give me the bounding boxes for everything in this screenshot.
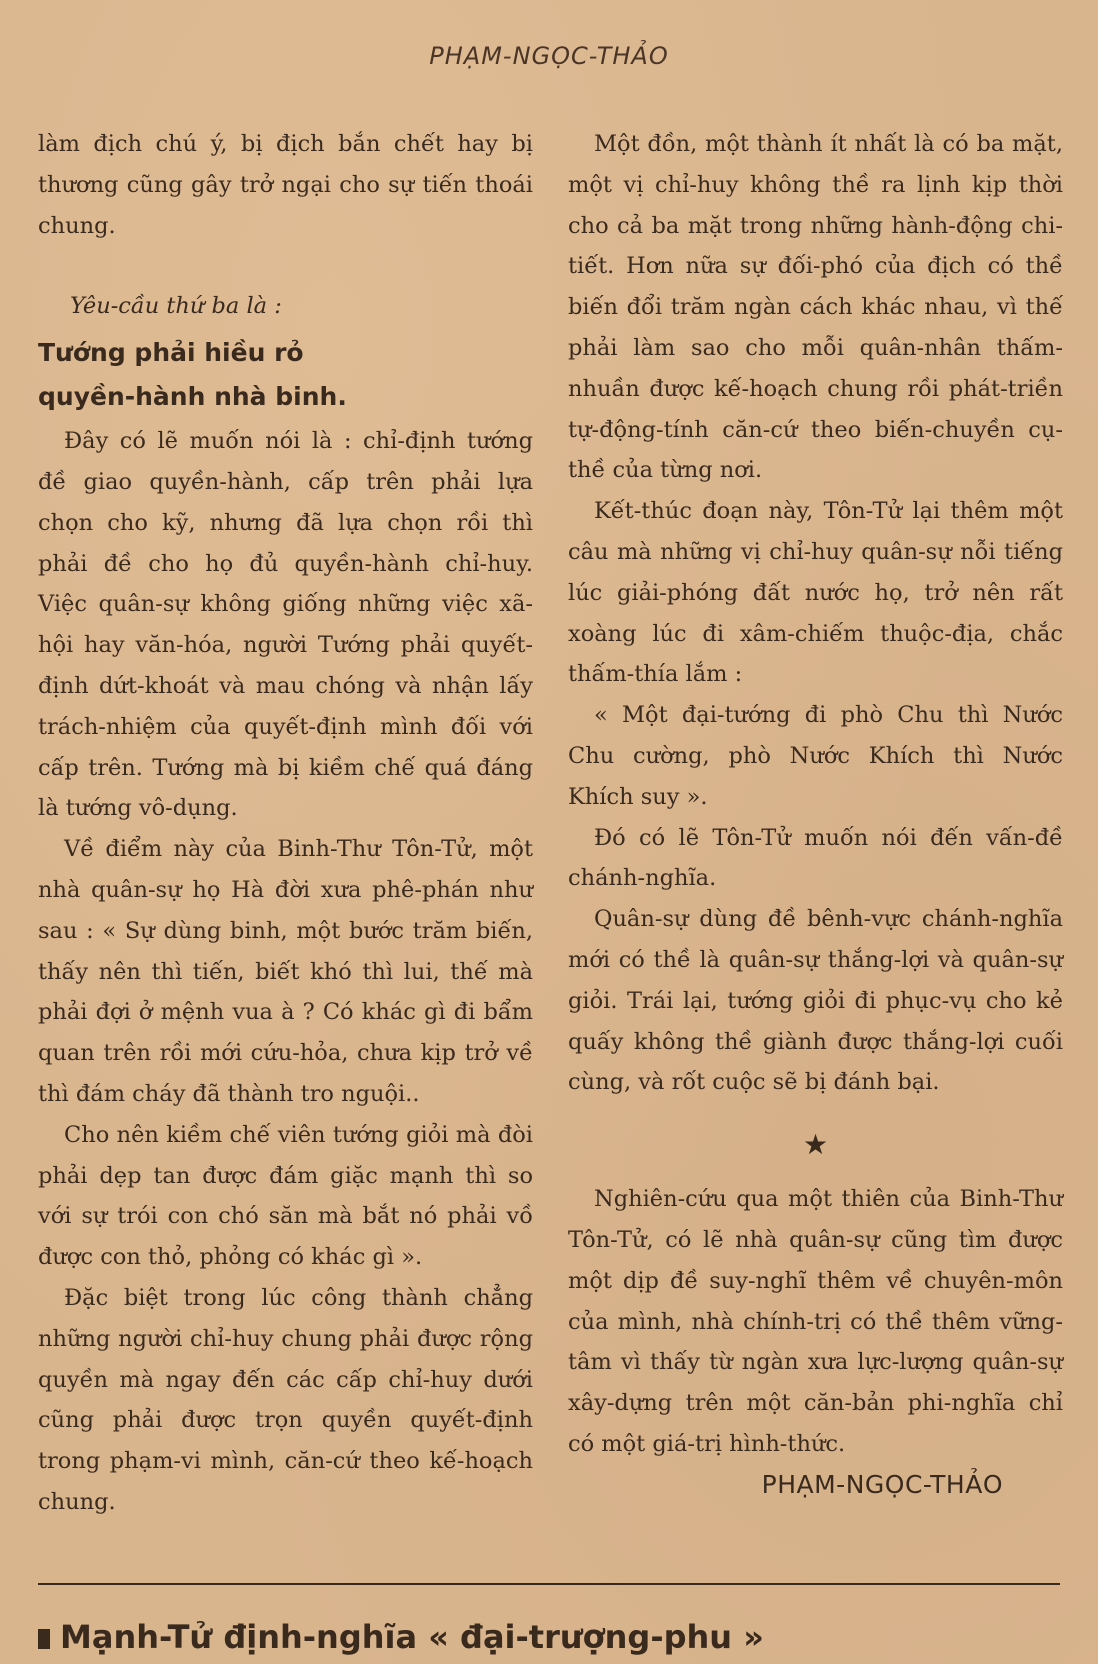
star-separator-icon: ★ (802, 1128, 829, 1162)
paragraph: Đó có lẽ Tôn-Tử muốn nói đến vấn-đề chánh-nghĩa. (568, 824, 1063, 892)
section-heading-line-1: Tướng phải hiều rỏ (38, 338, 304, 368)
paragraph: Nghiên-cứu qua một thiên của Binh-Thư Tôn-Tử, có lẽ nhà quân-sự cũng tìm được một dịp đề suy-nghĩ thêm về chuyên-môn của mình, nhà chính-trị có thề thêm vững-tâm vì thấy từ ngàn xưa lực-lượng quân-sự xây-dựng trên một căn-bản phi-nghĩa chỉ có một giá-trị hình-thức. (568, 1186, 1063, 1457)
left-column (38, 124, 533, 1523)
next-article-headline (38, 1618, 1078, 1656)
square-bullet-icon (38, 1629, 50, 1649)
quotation: « Một đại-tướng đi phò Chu thì Nước Chu cường, phò Nước Khích thì Nước Khích suy ». (568, 702, 1063, 810)
section-intro: Yêu-cầu thứ ba là : (70, 293, 282, 320)
paragraph: Đặc biệt trong lúc công thành chẳng những người chỉ-huy chung phải được rộng quyền mà ngay đến các cấp chỉ-huy dưới cũng phải được trọn quyền quyết-định trong phạm-vi mình, căn-cứ theo kế-hoạch chung. (38, 1284, 533, 1515)
running-header: PHẠM-NGỌC-THẢO (429, 42, 669, 70)
paragraph: Cho nên kiềm chế viên tướng giỏi mà đòi phải dẹp tan được đám giặc mạnh thì so với sự trói con chó săn mà bắt nó phải vồ được con thỏ, phỏng có khác gì ». (38, 1121, 533, 1271)
right-column (568, 124, 1063, 1506)
paragraph: Kết-thúc đoạn này, Tôn-Tử lại thêm một câu mà những vị chỉ-huy quân-sự nỗi tiếng lúc giải-phóng đất nước họ, trở nên rất xoàng lúc đi xâm-chiếm thuộc-địa, chắc thấm-thía lắm : (568, 498, 1063, 688)
paragraph: Đây có lẽ muốn nói là : chỉ-định tướng đề giao quyền-hành, cấp trên phải lựa chọn cho kỹ, nhưng đã lựa chọn rồi thì phải đề cho họ đủ quyền-hành chỉ-huy. Việc quân-sự không giống những việc xã-hội hay văn-hóa, người Tướng phải quyết-định dứt-khoát và mau chóng và nhận lấy trách-nhiệm của quyết-định mình đối với cấp trên. Tướng mà bị kiềm chế quá đáng là tướng vô-dụng. (38, 428, 533, 822)
author-signature: PHẠM-NGỌC-THẢO (761, 1469, 1003, 1499)
section-heading-line-2: quyền-hành nhà binh. (38, 382, 347, 412)
next-article-title: Mạnh-Tử định-nghĩa « đại-trượng-phu » (60, 1618, 764, 1656)
section-heading (38, 331, 533, 419)
divider-rule (38, 1583, 1060, 1585)
paragraph: Về điểm này của Binh-Thư Tôn-Tử, một nhà quân-sự họ Hà đời xưa phê-phán như sau : « Sự dùng binh, một bước trăm biến, thấy nên thì tiến, biết khó thì lui, thế mà phải đợi ở mệnh vua à ? Có khác gì đi bẩm quan trên rồi mới cứu-hỏa, chưa kịp trở về thì đám cháy đã thành tro nguội.. (38, 836, 533, 1107)
paragraph: làm địch chú ý, bị địch bắn chết hay bị thương cũng gây trở ngại cho sự tiến thoái chung. (38, 131, 533, 239)
paragraph: Quân-sự dùng đề bênh-vực chánh-nghĩa mới có thề là quân-sự thắng-lợi và quân-sự giỏi. Trái lại, tướng giỏi đi phục-vụ cho kẻ quấy không thề giành được thắng-lợi cuối cùng, và rốt cuộc sẽ bị đánh bại. (568, 906, 1063, 1096)
paragraph: Một đồn, một thành ít nhất là có ba mặt, một vị chỉ-huy không thề ra lịnh kịp thời cho cả ba mặt trong những hành-động chi-tiết. Hơn nữa sự đối-phó của địch có thề biến đổi trăm ngàn cách khác nhau, vì thế phải làm sao cho mỗi quân-nhân thấm-nhuần được kế-hoạch chung rồi phát-triền tự-động-tính căn-cứ theo biến-chuyền cụ-thề của từng nơi. (568, 131, 1063, 484)
